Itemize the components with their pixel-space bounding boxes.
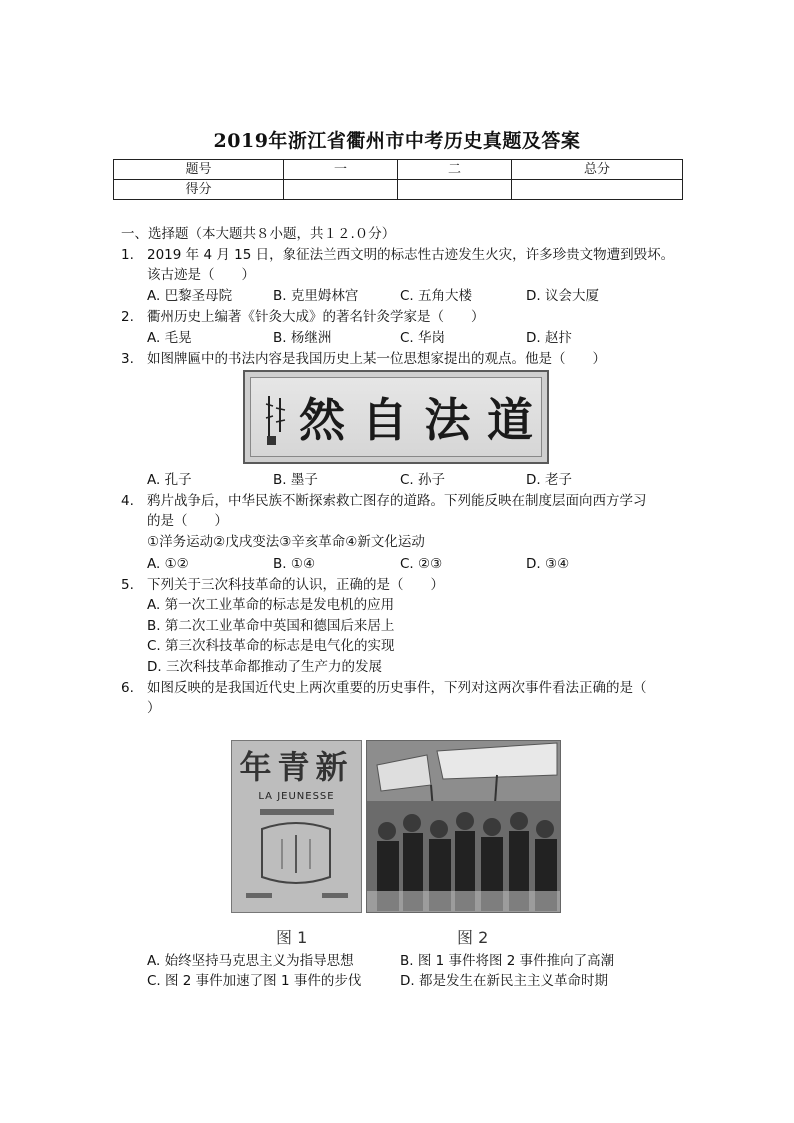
question-text: 如图反映的是我国近代史上两次重要的历史事件，下列对这两次事件看法正确的是（ xyxy=(147,680,647,696)
magazine-masthead: 年青新 xyxy=(239,748,354,786)
option-a: A. 孔子 xyxy=(147,472,192,488)
question-number: 2. xyxy=(121,309,134,325)
table-cell: 题号 xyxy=(114,160,284,180)
table-row xyxy=(114,180,683,200)
table-cell: 得分 xyxy=(114,180,284,200)
calligraphy-plaque-image xyxy=(243,370,549,464)
section-heading: 一、选择题（本大题共８小题，共１２.０分） xyxy=(121,226,396,242)
option-d: D. 老子 xyxy=(526,472,572,488)
question-text: 下列关于三次科技革命的认识，正确的是（ ） xyxy=(147,577,444,593)
new-youth-magazine-image xyxy=(231,740,362,913)
question-text: 鸦片战争后，中华民族不断探索救亡图存的道路。下列能反映在制度层面向西方学习 xyxy=(147,493,647,509)
question-number: 1. xyxy=(121,247,134,263)
option-c: C. 图 2 事件加速了图 1 事件的步伐 xyxy=(147,973,362,989)
option-a: A. 毛晃 xyxy=(147,330,192,346)
option-a: A. 始终坚持马克思主义为指导思想 xyxy=(147,953,354,969)
option-c: C. 华岗 xyxy=(400,330,446,346)
calligraphy-char: 然 xyxy=(299,393,351,447)
option-a: A. ①② xyxy=(147,556,189,572)
option-b: B. 图 1 事件将图 2 事件推向了高潮 xyxy=(400,953,615,969)
option-d: D. ③④ xyxy=(526,556,570,572)
table-cell: 二 xyxy=(398,160,512,180)
option-d: D. 三次科技革命都推动了生产力的发展 xyxy=(147,659,382,675)
option-d: D. 都是发生在新民主主义革命时期 xyxy=(400,973,608,989)
option-a: A. 第一次工业革命的标志是发电机的应用 xyxy=(147,597,395,613)
question-text: 的是（ ） xyxy=(147,513,228,529)
question-number: 6. xyxy=(121,680,134,696)
magazine-cover-decoration-icon xyxy=(232,803,361,912)
table-cell: 总分 xyxy=(512,160,683,180)
question-text: ） xyxy=(147,700,161,716)
option-c: C. 孙子 xyxy=(400,472,446,488)
option-b: B. ①④ xyxy=(273,556,316,572)
question-text: 衢州历史上编著《针灸大成》的著名针灸学家是（ ） xyxy=(147,309,485,325)
table-cell xyxy=(512,180,683,200)
score-table xyxy=(113,159,683,200)
question-text: 如图牌匾中的书法内容是我国历史上某一位思想家提出的观点。他是（ ） xyxy=(147,351,606,367)
table-cell xyxy=(284,180,398,200)
protest-crowd-illustration-icon xyxy=(367,741,560,912)
option-a: A. 巴黎圣母院 xyxy=(147,288,233,304)
figure-2-caption: 图 2 xyxy=(457,928,489,947)
table-cell: 一 xyxy=(284,160,398,180)
calligraphy-char: 自 xyxy=(361,393,414,447)
option-d: D. 议会大厦 xyxy=(526,288,599,304)
question-text: ①洋务运动②戊戌变法③辛亥革命④新文化运动 xyxy=(147,534,425,550)
figure-1-caption: 图 1 xyxy=(276,928,308,947)
calligraphy-char: 道 xyxy=(486,393,539,447)
option-b: B. 第二次工业革命中英国和德国后来居上 xyxy=(147,618,395,634)
table-row xyxy=(114,160,683,180)
option-c: C. 五角大楼 xyxy=(400,288,473,304)
question-text: 该古迹是（ ） xyxy=(147,267,255,283)
question-number: 5. xyxy=(121,577,134,593)
question-number: 4. xyxy=(121,493,134,509)
question-text: 2019 年 4 月 15 日，象征法兰西文明的标志性古迹发生火灾，许多珍贵文物遭到毁坏。 xyxy=(147,247,675,263)
option-c: C. ②③ xyxy=(400,556,443,572)
signature-seal-icon xyxy=(263,392,291,448)
option-b: B. 克里姆林宫 xyxy=(273,288,359,304)
option-c: C. 第三次科技革命的标志是电气化的实现 xyxy=(147,638,395,654)
calligraphy-text xyxy=(299,390,539,450)
may-fourth-protest-image xyxy=(366,740,561,913)
page-title: 2019年浙江省衢州市中考历史真题及答案 xyxy=(213,130,581,152)
magazine-subtitle: LA JEUNESSE xyxy=(258,791,335,802)
question-number: 3. xyxy=(121,351,134,367)
table-cell xyxy=(398,180,512,200)
option-d: D. 赵抃 xyxy=(526,330,572,346)
option-b: B. 墨子 xyxy=(273,472,318,488)
option-b: B. 杨继洲 xyxy=(273,330,332,346)
calligraphy-char: 法 xyxy=(424,393,477,447)
